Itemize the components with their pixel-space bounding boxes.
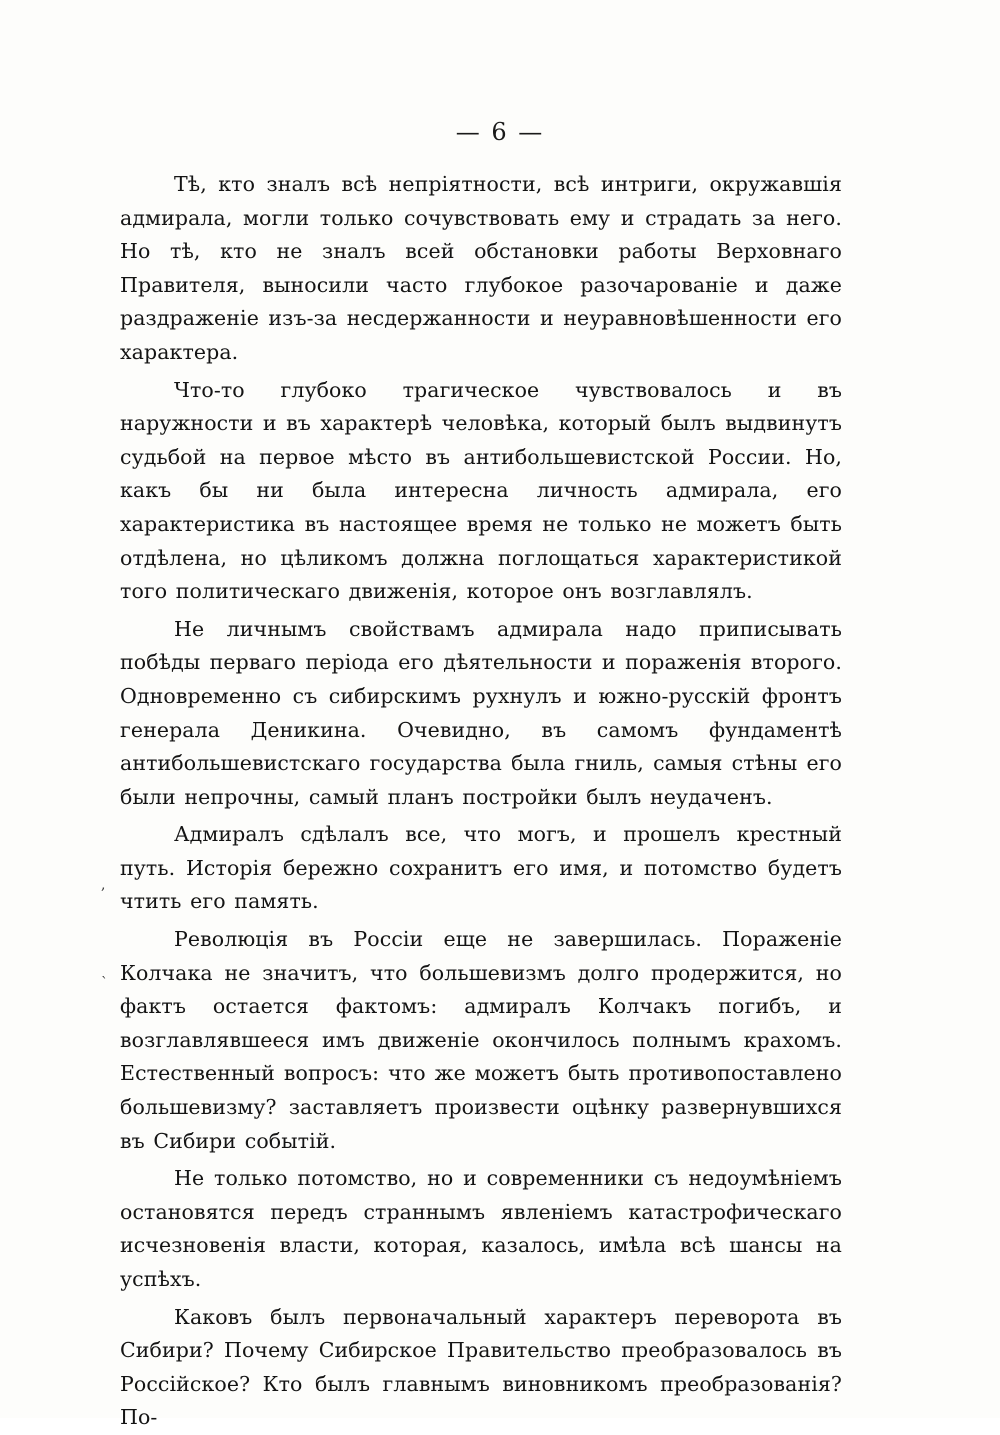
- margin-dot: ,: [101, 877, 106, 893]
- paragraph: Не личнымъ свойствамъ адмирала надо приписывать побѣды перваго періода его дѣятельности и пораженія второго. Одновременно съ сибирскимъ рухнулъ и южно-русскій фронтъ генерала Деникина. Очевидно, въ самомъ фундаментѣ антибольшевистскаго государства была гниль, самыя стѣны его были непрочны, самый планъ постройки былъ неудаченъ.: [120, 616, 842, 809]
- page-number: — 6 —: [455, 118, 545, 146]
- paragraph: Что-то глубоко трагическое чувствовалось и въ наружности и въ характерѣ человѣка, который былъ выдвинутъ судьбой на первое мѣсто въ антибольшевистской России. Но, какъ бы ни была интересна личность адмирала, его характеристика въ настоящее время не только не можетъ быть отдѣлена, но цѣликомъ должна поглощаться характеристикой того политическаго движенія, которое онъ возглавлялъ.: [120, 377, 842, 604]
- paragraph: Каковъ былъ первоначальный характеръ переворота въ Сибири? Почему Сибирское Правительство преобразовалось въ Россійское? Кто былъ главнымъ виновникомъ преобразованія? По-: [120, 1304, 842, 1430]
- paragraph: Не только потомство, но и современники съ недоумѣніемъ остановятся передъ страннымъ явленіемъ катастрофическаго исчезновенія власти, которая, казалось, имѣла всѣ шансы на успѣхъ.: [120, 1166, 842, 1291]
- body-text: [120, 168, 842, 1435]
- paragraph: Революція въ Россіи еще не завершилась. Пораженіе Колчака не значитъ, что большевизмъ долго продержится, но фактъ остается фактомъ: адмиралъ Колчакъ погибъ, и возглавлявшееся имъ движеніе окончилось полнымъ крахомъ. Естественный вопросъ: что же можетъ быть противопоставлено большевизму? заставляетъ произвести оцѣнку развернувшихся въ Сибири событій.: [120, 927, 842, 1153]
- paragraph: Тѣ, кто зналъ всѣ непріятности, всѣ интриги, окружавшія адмирала, могли только сочувствовать ему и страдать за него. Но тѣ, кто не зналъ всей обстановки работы Верховнаго Правителя, выносили часто глубокое разочарованіе и даже раздраженіе изъ-за несдержанности и неуравновѣшенности его характера.: [120, 172, 842, 364]
- margin-tick: `: [101, 975, 108, 991]
- paragraph: Адмиралъ сдѣлалъ все, что могъ, и прошелъ крестный путь. Исторія бережно сохранитъ его имя, и потомство будетъ чтить его память.: [120, 822, 842, 914]
